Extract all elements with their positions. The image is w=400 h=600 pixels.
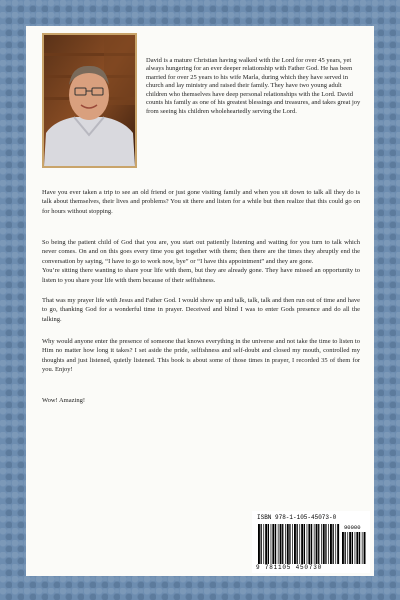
- isbn-barcode: [252, 511, 370, 573]
- paragraph-3: That was my prayer life with Jesus and Father God. I would show up and talk, talk, talk and then run out of time and have to go, thanking God for a wonderful time in prayer. Deceived and blind I was to enter Gods presence and do all the talking.: [42, 297, 360, 323]
- isbn-label: ISBN 978-1-105-45073-0: [257, 514, 337, 521]
- price-barcode-bars: [342, 532, 366, 564]
- price-code: 90000: [344, 524, 361, 531]
- paragraph-1: Have you ever taken a trip to see an old friend or just gone visiting family and when you sit down to talk all they do is talk about themselves, their lives and problems? You sit there and listen for a while but then realize that this could go on for hours without stopping.: [42, 189, 360, 215]
- ean-barcode-bars: [258, 524, 340, 564]
- paragraph-2: So being the patient child of God that you are, you start out patiently listening and waiting for you turn to talk which never comes. On and on this goes every time you get together with them; then there are the times they abruptly end the conversation by saying, “I have to go to work now, bye” or “I have this appointment” and they are gone. You’re sitting there wanting to share your life with them, but they are already gone. They have missed an opportunity to listen to you share your life with them because of their selfishness.: [42, 239, 360, 284]
- paragraph-4: Why would anyone enter the presence of someone that knows everything in the universe and not take the time to listen to Him no matter how long it takes? I set aside the pride, selfishness and self-doubt and closed my mouth, controlled my thoughts and just listened, quietly listened. This book is about some of those times in prayer, I recorded 35 of them for you. Enjoy!: [42, 338, 360, 374]
- paragraph-5: Wow! Amazing!: [42, 397, 85, 404]
- author-photo: [42, 33, 137, 168]
- ean-digits: 9 781105 450730: [256, 564, 323, 571]
- author-bio: David is a mature Christian having walked with the Lord for over 45 years, yet always hungering for an ever deeper relationship with Father God. He has been married for over 25 years to his wife Marla, during which they have served in church and lay ministry and raised their family. They have two young adult children who themselves have deep personal relationships with the Lord. David counts his family as one of his greatest blessings and treasures, and takes great joy from seeing his children wholeheartedly serving the Lord.: [146, 57, 361, 115]
